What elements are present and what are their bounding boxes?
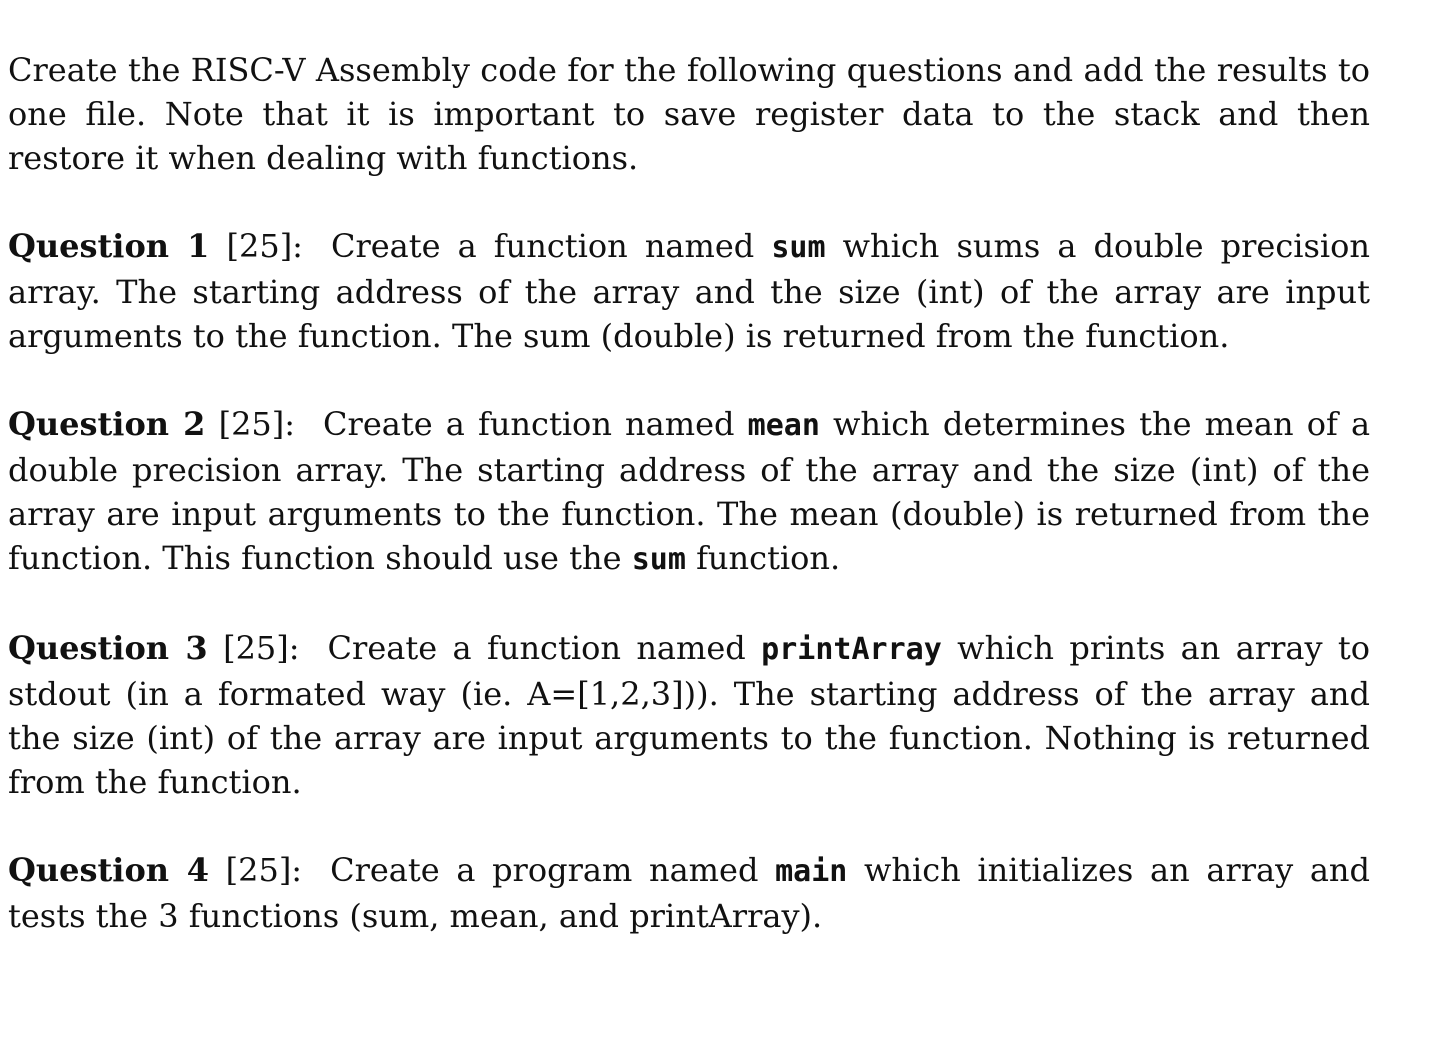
question-2-text-b: which determines the mean of a double precision array. The starting address of the array and the size (int) of the array are input arguments to the function. The mean (double) is returned from the function. This function should use the <box>8 405 1371 577</box>
question-3-text-b: which prints an array to stdout (in a formated way (ie. A=[1,2,3])). The starting address of the array and the size (int) of the array are input arguments to the function. Nothing is returned from the function. <box>8 629 1371 801</box>
question-3-label: Question 3 <box>8 629 208 667</box>
question-3-points: [25]: <box>223 629 300 667</box>
question-4-points: [25]: <box>225 851 303 889</box>
question-1-text-b: which sums a double precision array. The starting address of the array and the size (int) of the array are input arguments to the function. The sum (double) is returned from the function. <box>8 227 1371 355</box>
intro-paragraph: Create the RISC-V Assembly code for the following questions and add the results to one file. Note that it is important to save register data to the stack and then restore it when dealing with functions. <box>8 51 1370 177</box>
question-4-text-a: Create a program named <box>330 851 776 889</box>
question-4 <box>8 848 1370 938</box>
question-2-text-a: Create a function named <box>323 405 748 443</box>
question-4-code-main: main <box>775 854 848 889</box>
question-2-code-sum: sum <box>631 542 686 577</box>
question-1-text-a: Create a function named <box>330 227 772 265</box>
question-2-code-mean: mean <box>747 408 820 443</box>
question-4-text-b: which initializes an array and tests the 3 functions (sum, mean, and printArray). <box>8 851 1370 935</box>
question-1-label: Question 1 <box>8 227 210 265</box>
question-4-label: Question 4 <box>8 851 209 889</box>
question-2-text-c: function. <box>685 539 841 577</box>
document-page <box>8 48 1370 982</box>
question-1-points: [25]: <box>226 227 303 265</box>
question-2-points: [25]: <box>218 405 296 443</box>
question-2-label: Question 2 <box>8 405 206 443</box>
question-2 <box>8 402 1370 582</box>
question-1 <box>8 224 1370 358</box>
question-1-code-sum: sum <box>771 230 826 265</box>
question-3 <box>8 626 1370 804</box>
question-3-text-a: Create a function named <box>327 629 762 667</box>
question-3-code-printarray: printArray <box>761 632 942 667</box>
